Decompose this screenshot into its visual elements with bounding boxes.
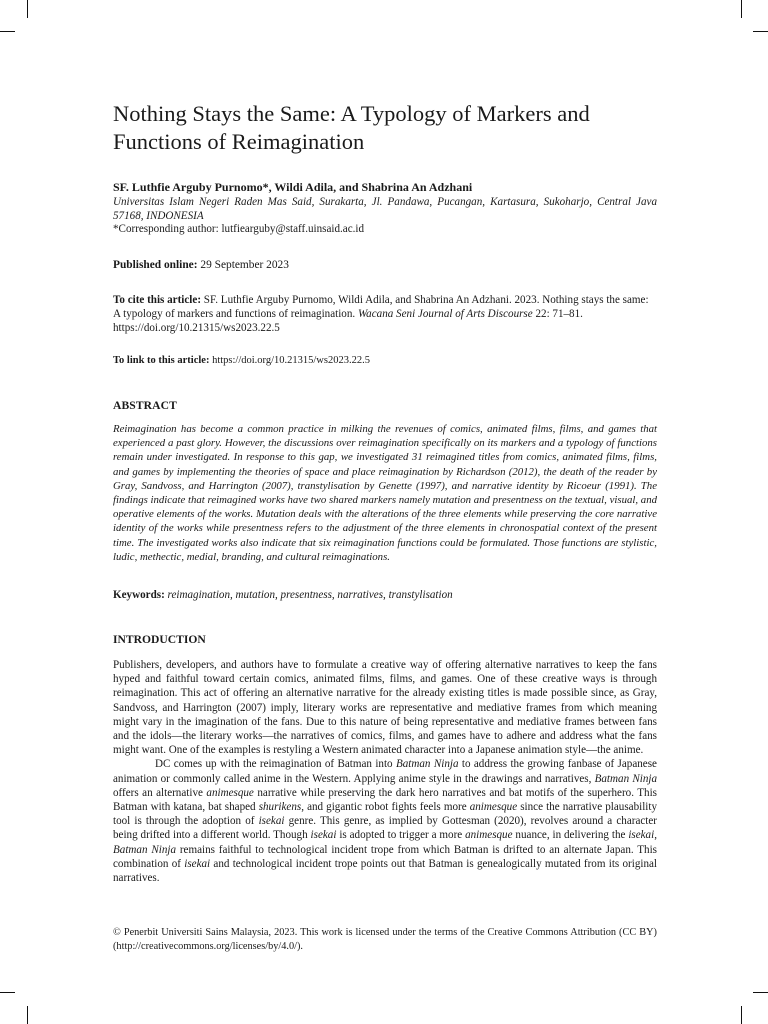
- published-label: Published online:: [113, 259, 198, 271]
- cite-volume-doi: 22: 71–81. https://doi.org/10.21315/ws2023.22.5: [113, 308, 583, 335]
- abstract-text: Reimagination has become a common practice in milking the revenues of comics, animated films, films, and games that experienced a past glory. However, the discussions over reimagination specifically on its markers and a typology of functions remain under investigated. In response to this gap, we investigated 31 reimagined titles from comics, animated films, films, and games by implementing the theories of space and place reimagination by Richardson (2012), the death of the reader by Gray, Sandvoss, and Harrington (2007), transtylisation by Genette (1997), and narrative identity by Ricoeur (1991). The findings indicate that reimagined works have two shared markers namely mutation and presentness on the textual, visual, and operative elements of the works. Mutation deals with the alterations of the three elements while preserving the core narrative identity of the works while presentness refers to the adjustment of the three elements in chronospatial context of the present time. The investigated works also indicate that six reimagination functions could be formulated. Those functions are stylistic, ludic, methectic, medial, branding, and cultural reimaginations.: [113, 423, 657, 563]
- cite-label: To cite this article:: [113, 294, 202, 306]
- published-date: 29 September 2023: [200, 259, 289, 271]
- keywords-label: Keywords:: [113, 589, 165, 601]
- crop-mark-bottom-left-v: [27, 1006, 28, 1024]
- corresponding-author: *Corresponding author: lutfiearguby@staff.uinsaid.ac.id: [113, 223, 365, 235]
- keywords-line: [113, 589, 453, 601]
- intro-paragraph-2: DC comes up with the reimagination of Batman into Batman Ninja to address the growing fanbase of Japanese animation or commonly called anime in the Western. Applying anime style in the drawings and narratives, Batman Ninja offers an alternative animesque narrative while preserving the dark hero narratives and bat motifs of the superhero. This Batman with katana, bat shaped shurikens, and gigantic robot fights feels more animesque since the narrative plausability tool is through the adoption of isekai genre. This genre, as implied by Gottesman (2020), revolves around a character being drifted into a different world. Though isekai is adopted to trigger a more animesque nuance, in delivering the isekai, Batman Ninja remains faithful to technological incident trope from which Batman is drifted to an alternate Japan. This combination of isekai and technological incident trope points out that Batman is genealogically mutated from its original narratives.: [113, 758, 658, 885]
- link-label: To link to this article:: [113, 355, 210, 366]
- abstract-heading: ABSTRACT: [113, 399, 177, 412]
- doi-link[interactable]: https://doi.org/10.21315/ws2023.22.5: [212, 355, 370, 366]
- crop-mark-bottom-right-v: [741, 1006, 742, 1024]
- link-block: [113, 355, 370, 366]
- keywords-text: reimagination, mutation, presentness, narratives, transtylisation: [167, 589, 453, 601]
- crop-mark-bottom-right-h: [753, 992, 768, 993]
- cite-journal: Wacana Seni Journal of Arts Discourse: [357, 308, 533, 321]
- crop-mark-top-left-v: [27, 0, 28, 18]
- crop-mark-top-right-h: [753, 31, 768, 32]
- citation-block: [113, 293, 657, 336]
- license-footer: © Penerbit Universiti Sains Malaysia, 2023. This work is licensed under the terms of the Creative Commons Attribution (CC BY) (http://creativecommons.org/licenses/by/4.0/).: [113, 927, 657, 952]
- cite-text: SF. Luthfie Arguby Purnomo, Wildi Adila, and Shabrina An Adzhani. 2023. Nothing stays the same: A typology of markers and functions of reimagination.: [113, 294, 649, 321]
- crop-mark-bottom-left-h: [0, 992, 15, 993]
- crop-mark-top-right-v: [741, 0, 742, 18]
- crop-mark-top-left-h: [0, 31, 15, 32]
- paper-title: Nothing Stays the Same: A Typology of Markers and Functions of Reimagination: [113, 101, 590, 154]
- introduction-body: [113, 658, 657, 885]
- published-online: [113, 259, 289, 271]
- introduction-heading: INTRODUCTION: [113, 633, 206, 646]
- author-affiliation: Universitas Islam Negeri Raden Mas Said, Surakarta, Jl. Pandawa, Pucangan, Kartasura, Sukoharjo, Central Java 57168, INDONESIA: [113, 196, 657, 223]
- intro-paragraph-1: Publishers, developers, and authors have to formulate a creative way of offering alternative narratives to keep the fans hyped and faithful toward certain comics, animated films, films, and games. One of these creative ways is through reimagination. This act of offering an alternative narrative for the already existing titles is made possible since, as Gray, Sandvoss, and Harrington (2007) imply, literary works are representative and mediative frames from which meaning might vary in the imagination of the fans. Due to this nature of being representative and mediative frames between fans and the idols—the literary works—the narratives of comics, films, and games have to adhere and address what the fans might want. One of the examples is restyling a Western animated character into a Japanese animation style—the anime.: [113, 659, 657, 757]
- author-list: SF. Luthfie Arguby Purnomo*, Wildi Adila, and Shabrina An Adzhani: [113, 180, 473, 194]
